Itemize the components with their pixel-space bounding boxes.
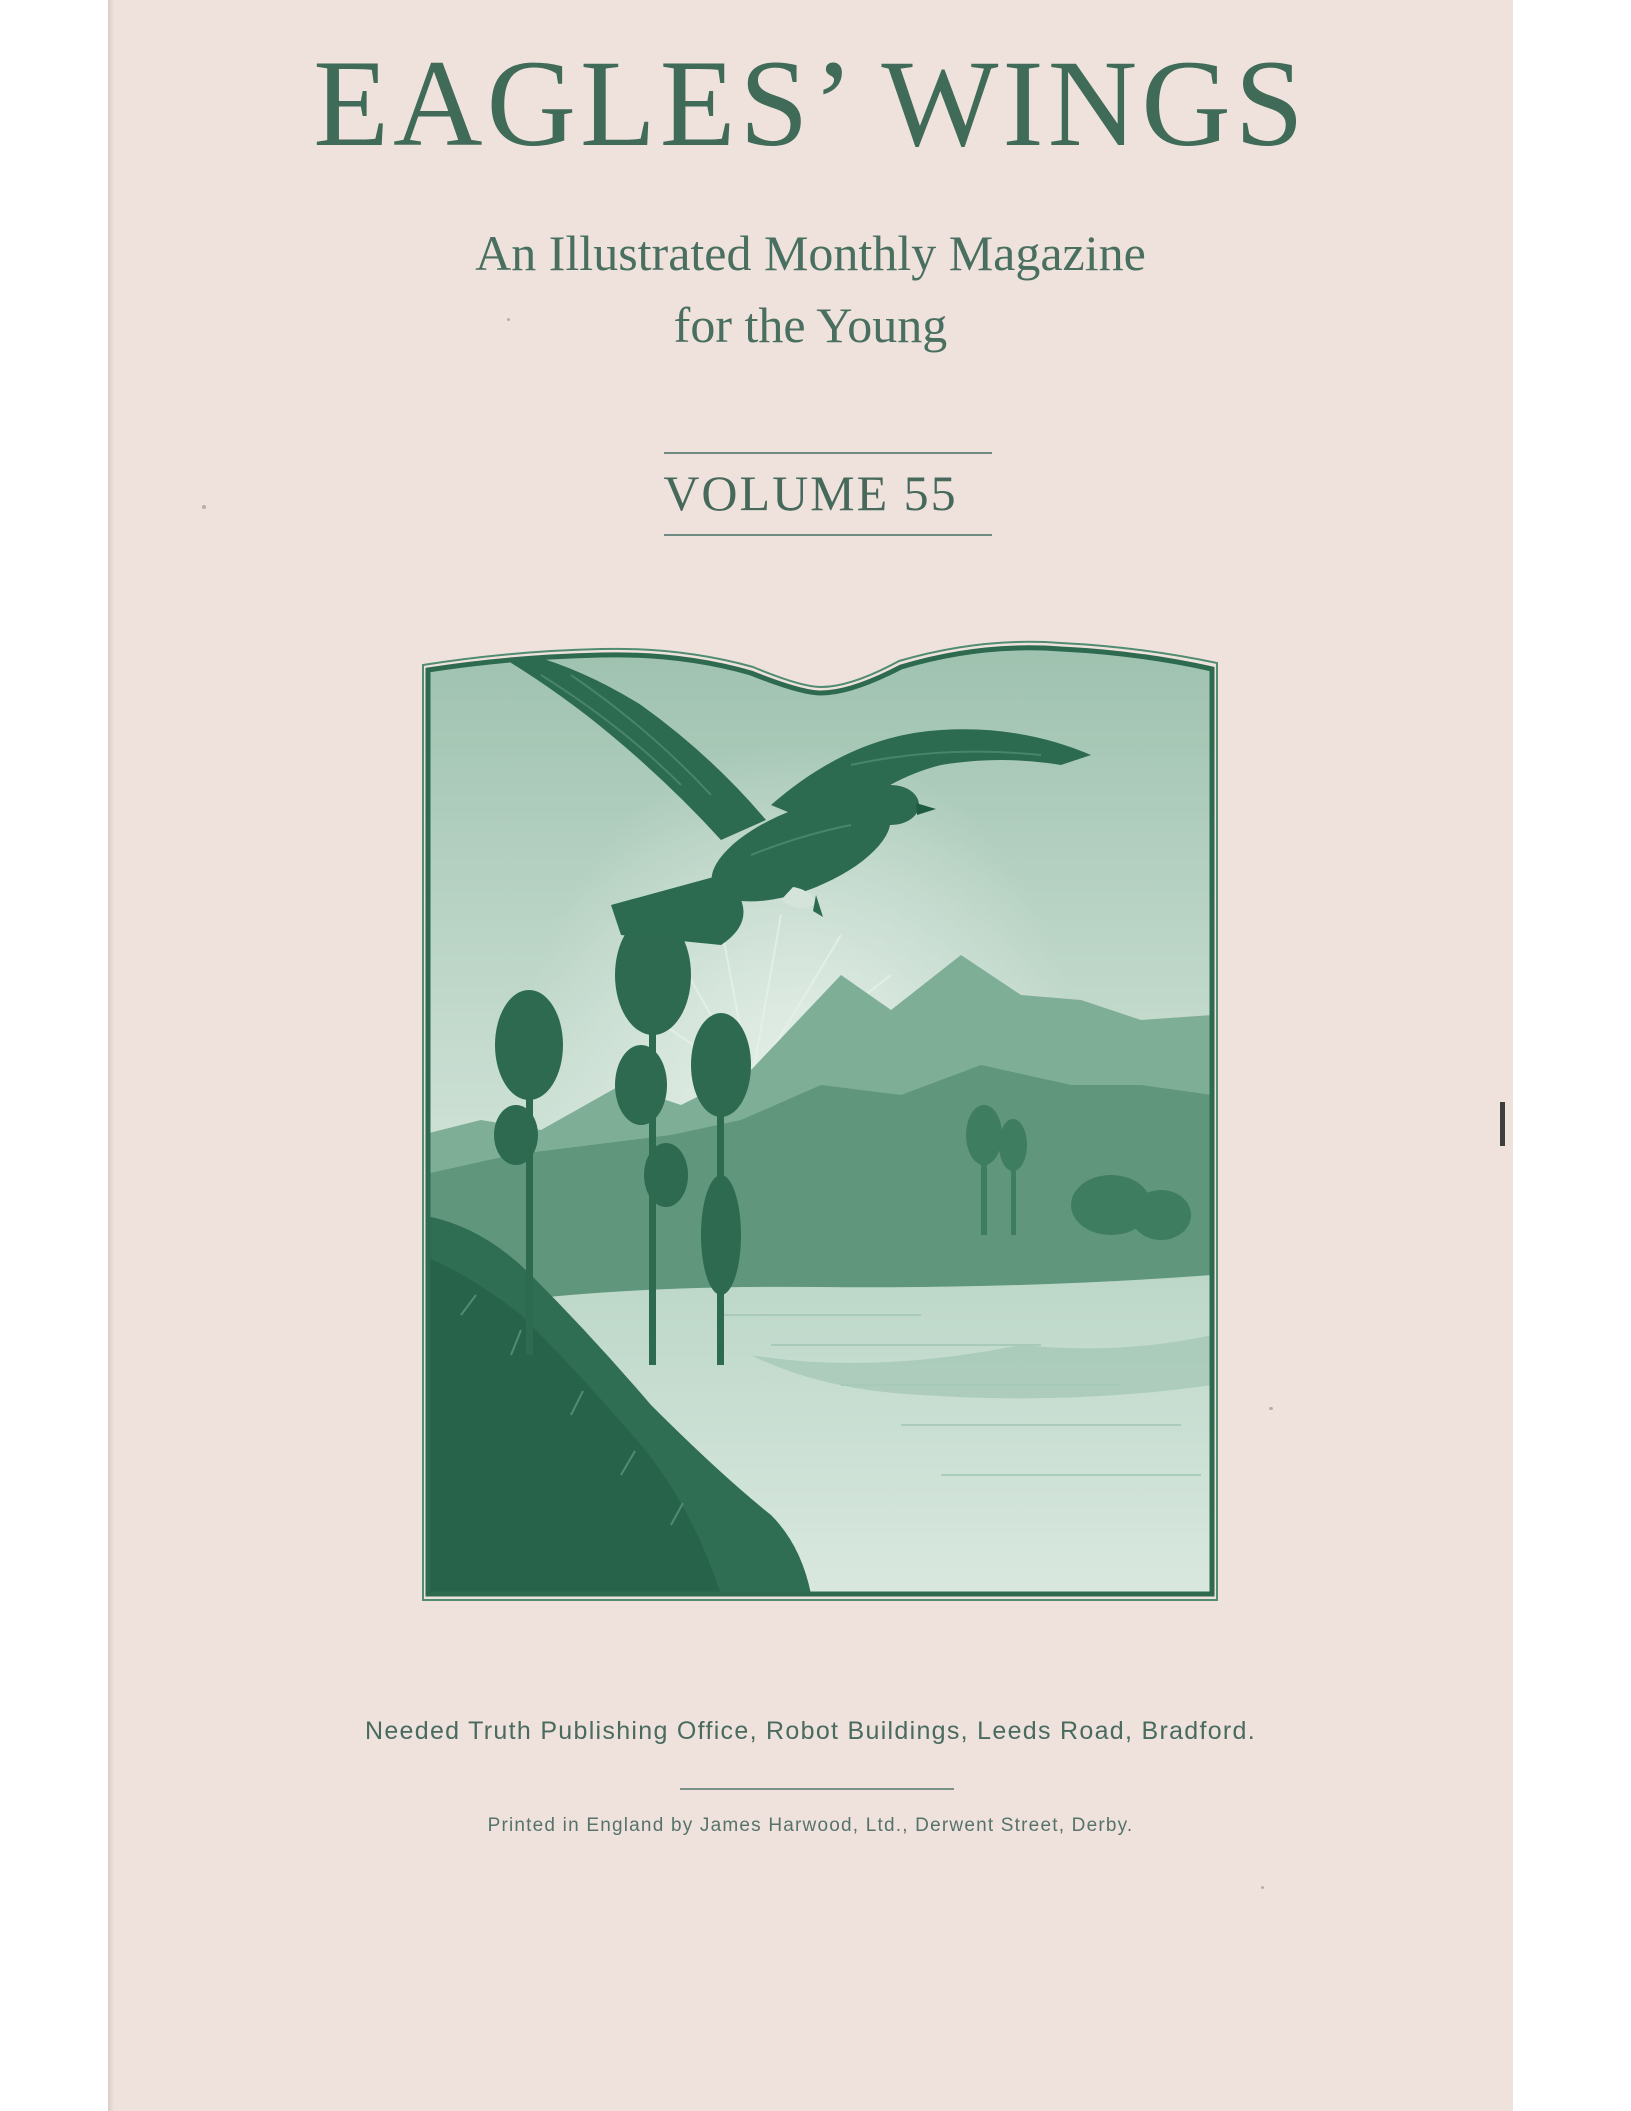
paper-speck xyxy=(1261,1886,1264,1889)
volume-rule-bottom xyxy=(664,534,992,536)
volume-label: VOLUME 55 xyxy=(663,465,958,521)
paper-speck xyxy=(1269,1407,1273,1410)
magazine-cover xyxy=(108,0,1513,2111)
magazine-title: EAGLES’ WINGS xyxy=(313,35,1308,172)
printer-line: Printed in England by James Harwood, Ltd., Derwent Street, Derby. xyxy=(487,1815,1134,1836)
paper-speck xyxy=(202,505,206,509)
footer-divider xyxy=(680,1788,954,1790)
eagle-over-lake-illustration xyxy=(421,615,1227,1605)
paper-speck xyxy=(507,318,510,321)
publisher-line: Needed Truth Publishing Office, Robot Buildings, Leeds Road, Bradford. xyxy=(364,1717,1257,1745)
volume-rule-top xyxy=(664,452,992,454)
subtitle-line-2: for the Young xyxy=(673,297,948,353)
illustration-svg xyxy=(421,615,1227,1605)
page-edge-mark xyxy=(1500,1102,1505,1146)
subtitle-line-1: An Illustrated Monthly Magazine xyxy=(475,225,1146,281)
